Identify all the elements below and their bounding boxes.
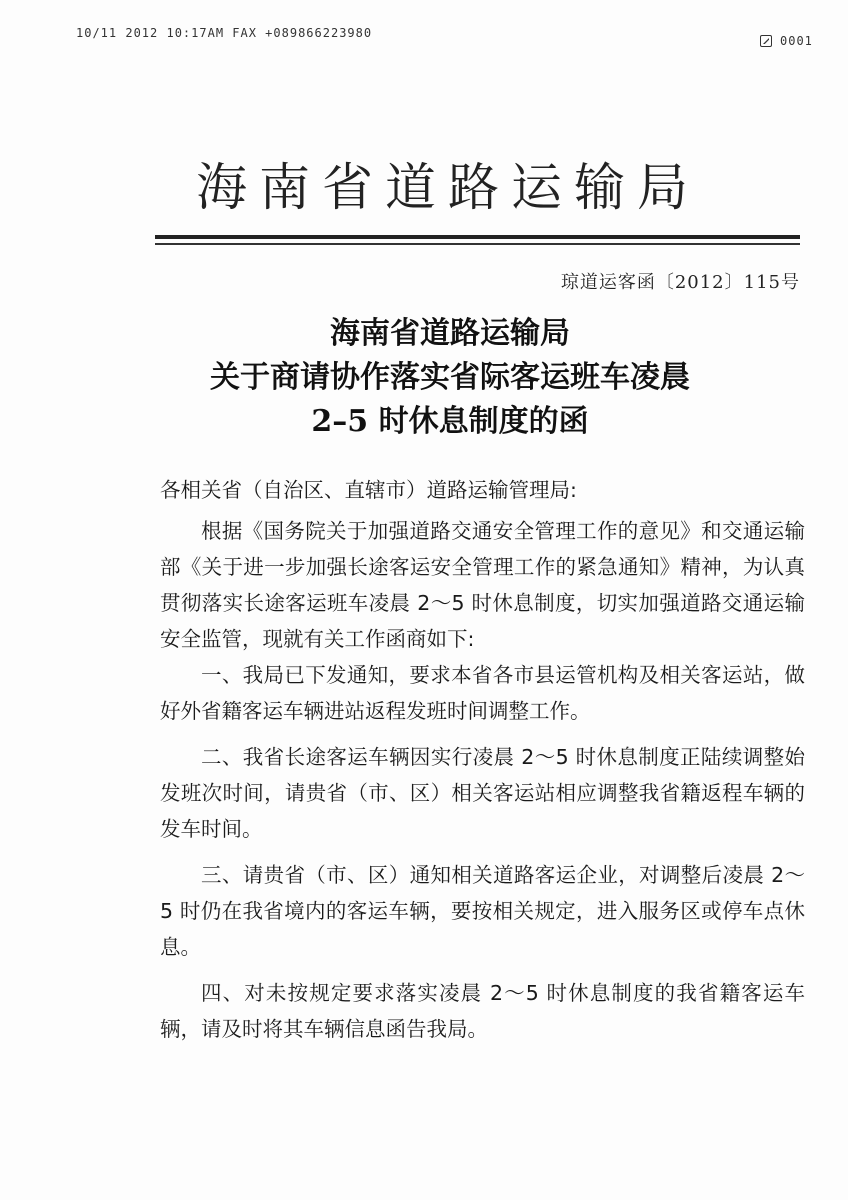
checkbox-mark-icon [760,35,772,47]
document-title-line-3: 2–5 时休息制度的函 [311,404,589,439]
body-paragraph-intro: 根据《国务院关于加强道路交通安全管理工作的意见》和交通运输部《关于进一步加强长途客运安全管理工作的紧急通知》精神，为认真贯彻落实长途客运班车凌晨 2～5 时休息制度，切实加强道路交通运输安全监管，现就有关工作函商如下: [160,519,805,651]
fax-page-number [760,34,813,48]
letterhead-agency-name: 海南省道路运输局 [196,159,701,218]
body-paragraph-item-4: 四、对未按规定要求落实凌晨 2～5 时休息制度的我省籍客运车辆，请及时将其车辆信息函告我局。 [160,981,805,1041]
document-title [140,312,760,444]
body-paragraph-item-1: 一、我局已下发通知，要求本省各市县运管机构及相关客运站，做好外省籍客运车辆进站返程发班时间调整工作。 [160,663,805,723]
body-paragraph-item-3: 三、请贵省（市、区）通知相关道路客运企业，对调整后凌晨 2～5 时仍在我省境内的客运车辆，要按相关规定，进入服务区或停车点休息。 [160,863,805,959]
letter-body [160,513,805,1057]
document-title-line-2: 关于商请协作落实省际客运班车凌晨 [210,360,690,395]
letterhead-rule-thick [155,235,800,239]
document-title-line-1: 海南省道路运输局 [330,316,570,351]
document-number: 琼道运客函〔2012〕115号 [560,272,800,293]
salutation: 各相关省（自治区、直辖市）道路运输管理局: [160,478,577,502]
fax-page-number-text: 0001 [780,34,813,48]
letterhead-rule-thin [155,243,800,245]
fax-transmission-header: 10/11 2012 10:17AM FAX +089866223980 [76,26,373,40]
body-paragraph-item-2: 二、我省长途客运车辆因实行凌晨 2～5 时休息制度正陆续调整始发班次时间，请贵省（市、区）相关客运站相应调整我省籍返程车辆的发车时间。 [160,745,805,841]
